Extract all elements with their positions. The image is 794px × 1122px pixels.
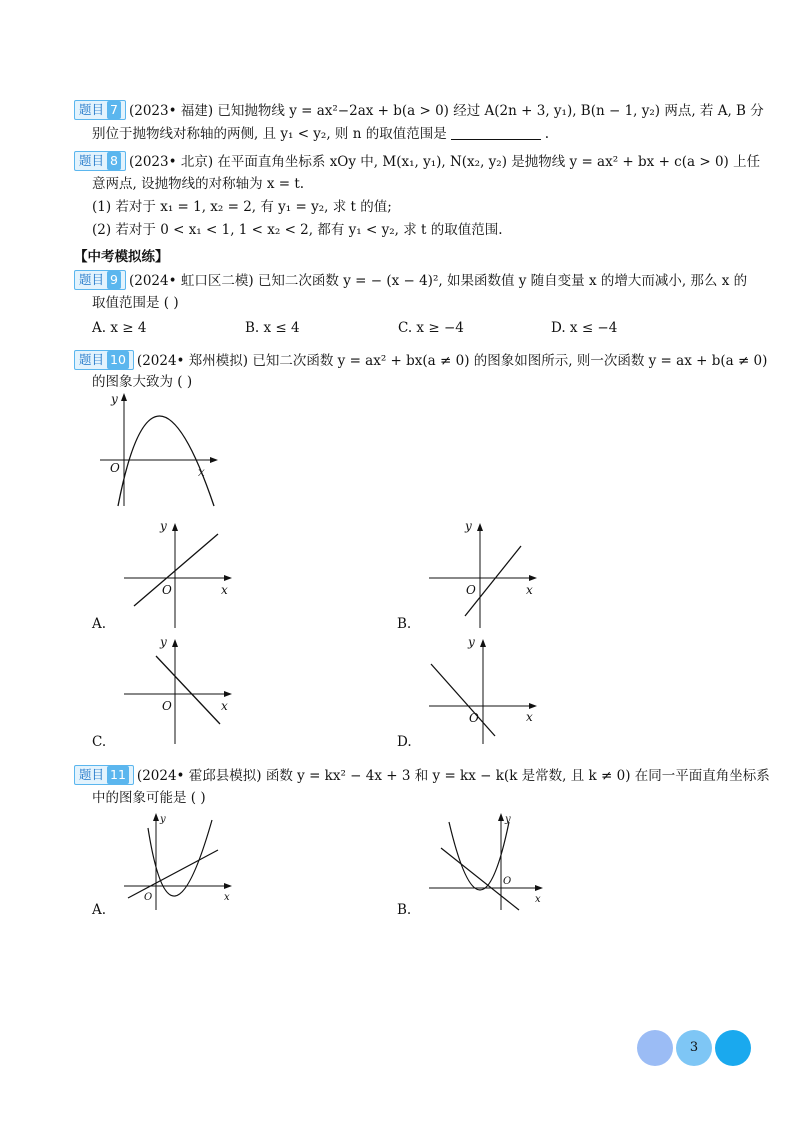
question-tag: 题目 8 (74, 151, 126, 171)
q7-line2: 别位于抛物线对称轴的两侧, 且 y₁ < y₂, 则 n 的取值范围是 . (92, 126, 550, 142)
x-axis-arrow (210, 457, 218, 463)
answer-blank (451, 125, 541, 140)
y-axis-label: y (111, 392, 118, 406)
q9-option-a: A. x ≥ 4 (92, 320, 147, 336)
q10-line1: 题目 10 (2024• 郑州模拟) 已知二次函数 y = ax² + bx(a ≠ 0) 的图象如图所示, 则一次函数 y = ax + b(a ≠ 0) (74, 350, 767, 371)
x-axis-label: x (221, 583, 228, 597)
parabola-curve (118, 416, 214, 506)
q11-option-a-label: A. (92, 902, 107, 918)
question-tag: 题目 7 (74, 100, 126, 120)
origin-label: O (503, 876, 512, 887)
question-tag: 题目 11 (74, 765, 134, 785)
q8-line3: (1) 若对于 x₁ = 1, x₂ = 2, 有 y₁ = y₂, 求 t 的值; (92, 199, 392, 215)
origin-label: O (469, 711, 479, 725)
q11-line1: 题目 11 (2024• 霍邱县模拟) 函数 y = kx² − 4x + 3 和 y = kx − k(k 是常数, 且 k ≠ 0) 在同一平面直角坐标系 (74, 765, 770, 786)
q7-line1: 题目 7 (2023• 福建) 已知抛物线 y = ax²−2ax + b(a > 0) 经过 A(2n + 3, y₁), B(n − 1, y₂) 两点, 若 A, B 分 (74, 100, 764, 121)
q8-line1: 题目 8 (2023• 北京) 在平面直角坐标系 xOy 中, M(x₁, y₁), N(x₂, y₂) 是抛物线 y = ax² + bx + c(a > 0) 上任 (74, 151, 760, 172)
line-graph (134, 534, 218, 606)
q9-line1: 题目 9 (2024• 虹口区二模) 已知二次函数 y = − (x − 4)², 如果函数值 y 随自变量 x 的增大而减小, 那么 x 的 (74, 270, 747, 291)
x-axis-label: x (221, 699, 228, 713)
origin-label: O (162, 699, 172, 713)
line-graph (465, 546, 521, 616)
line-graph (431, 664, 495, 736)
q9-option-d: D. x ≤ −4 (551, 320, 618, 336)
q10-line2: 的图象大致为 ( ) (92, 374, 193, 390)
line-graph (156, 656, 220, 724)
q10-option-c-graph (120, 632, 240, 747)
x-axis-label: x (526, 583, 533, 597)
q10-option-d-label: D. (397, 734, 412, 750)
q10-option-a-label: A. (92, 616, 107, 632)
q10-option-b-graph (425, 516, 545, 631)
q9-option-b: B. x ≤ 4 (245, 320, 300, 336)
x-axis-label: x (198, 465, 205, 479)
origin-label: O (466, 583, 476, 597)
x-axis-label: x (526, 710, 533, 724)
origin-label: O (110, 461, 120, 475)
origin-label: O (162, 583, 172, 597)
line-graph (128, 850, 218, 898)
origin-label: O (144, 892, 153, 903)
y-axis-label: y (465, 519, 472, 533)
q11-option-a-graph (120, 808, 240, 913)
q8-line4: (2) 若对于 0 < x₁ < 1, 1 < x₂ < 2, 都有 y₁ < y₂, 求 t 的取值范围. (92, 222, 503, 238)
x-axis-label: x (535, 894, 541, 905)
badge-circle-left (637, 1030, 673, 1066)
y-axis-label: y (505, 814, 511, 825)
q10-parabola-figure (96, 388, 226, 508)
parabola-curve (449, 822, 512, 890)
q10-option-a-graph (120, 516, 240, 631)
y-axis-label: y (160, 635, 167, 649)
y-axis-label: y (160, 814, 166, 825)
section-title: 【中考模拟练】 (74, 249, 169, 265)
q9-option-c: C. x ≥ −4 (398, 320, 464, 336)
badge-circle-right (715, 1030, 751, 1066)
y-axis-label: y (160, 519, 167, 533)
q11-option-b-label: B. (397, 902, 412, 918)
question-tag: 题目 10 (74, 350, 134, 370)
q9-line2: 取值范围是 ( ) (92, 295, 179, 311)
y-axis-arrow (121, 393, 127, 401)
q10-option-b-label: B. (397, 616, 412, 632)
q10-option-d-graph (425, 632, 545, 747)
x-axis-label: x (224, 892, 230, 903)
page-number: 3 (689, 1040, 699, 1055)
q10-option-c-label: C. (92, 734, 107, 750)
q11-option-b-graph (425, 808, 550, 913)
q11-line2: 中的图象可能是 ( ) (92, 790, 206, 806)
question-tag: 题目 9 (74, 270, 126, 290)
q8-line2: 意两点, 设抛物线的对称轴为 x = t. (92, 176, 305, 192)
y-axis-label: y (468, 635, 475, 649)
page-number-badge (637, 1030, 751, 1066)
